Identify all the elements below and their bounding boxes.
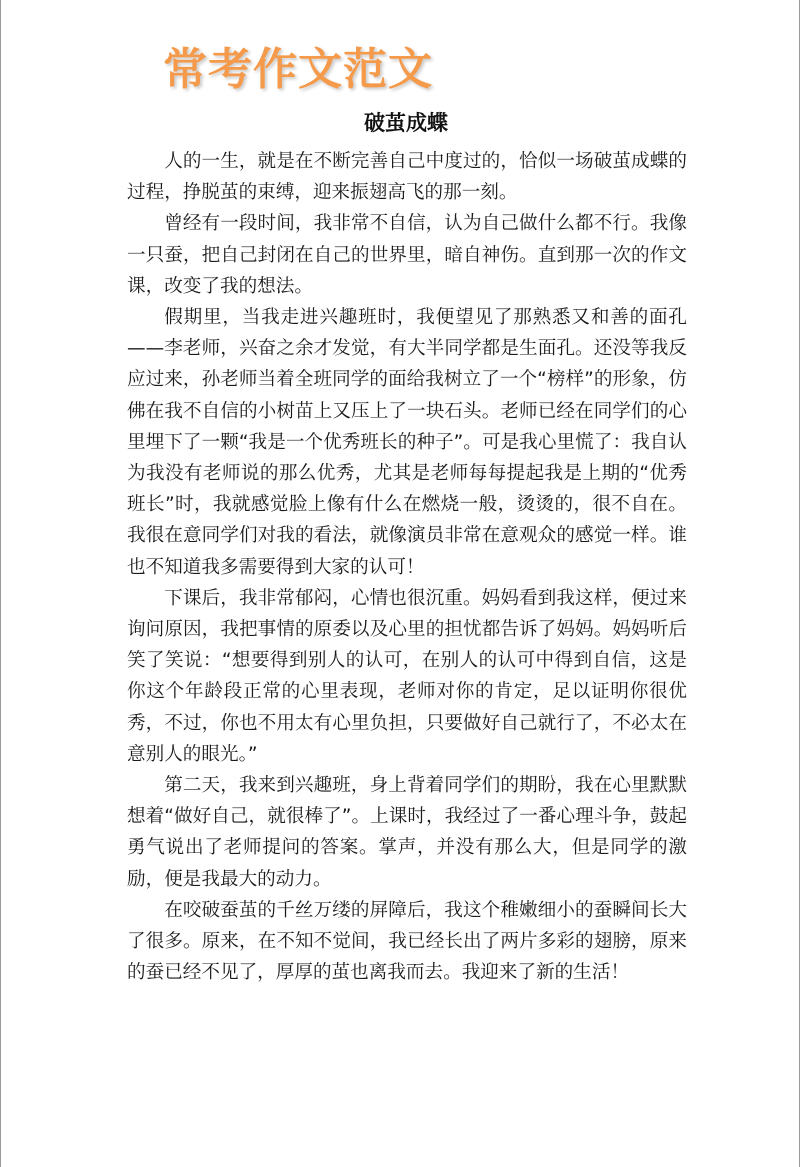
essay-paragraph: 曾经有一段时间，我非常不自信，认为自己做什么都不行。我像一只蚕，把自己封闭在自己的世界里，暗自神伤。直到那一次的作文课，改变了我的想法。 bbox=[127, 213, 687, 297]
essay-paragraph: 人的一生，就是在不断完善自己中度过的，恰似一场破茧成蝶的过程，挣脱茧的束缚，迎来振翅高飞的那一刻。 bbox=[127, 151, 687, 204]
essay-paragraph: 在咬破蚕茧的千丝万缕的屏障后，我这个稚嫩细小的蚕瞬间长大了很多。原来，在不知不觉间，我已经长出了两片多彩的翅膀，原来的蚕已经不见了，厚厚的茧也离我而去。我迎来了新的生活！ bbox=[127, 899, 687, 984]
essay-paragraph: 第二天，我来到兴趣班，身上背着同学们的期盼，我在心里默默想着“做好自己，就很棒了”。上课时，我经过了一番心理斗争，鼓起勇气说出了老师提问的答案。掌声，并没有那么大，但是同学的激励，便是我最大的动力。 bbox=[127, 775, 687, 890]
essay-paragraph: 下课后，我非常郁闷，心情也很沉重。妈妈看到我这样，便过来询问原因，我把事情的原委以及心里的担忧都告诉了妈妈。妈妈听后笑了笑说：“想要得到别人的认可，在别人的认可中得到自信，这是你这个年龄段正常的心里表现，老师对你的肯定，足以证明你很优秀，不过，你也不用太有心里负担，只要做好自己就行了，不必太在意别人的眼光。” bbox=[127, 587, 687, 765]
essay-body bbox=[127, 146, 687, 988]
essay-title: 破茧成蝶 bbox=[364, 111, 448, 135]
banner-title: 常考作文范文 bbox=[163, 44, 433, 95]
essay-paragraph: 假期里，当我走进兴趣班时，我便望见了那熟悉又和善的面孔——李老师，兴奋之余才发觉，有大半同学都是生面孔。还没等我反应过来，孙老师当着全班同学的面给我树立了一个“榜样”的形象，仿佛在我不自信的小树苗上又压上了一块石头。老师已经在同学们的心里埋下了一颗“我是一个优秀班长的种子”。可是我心里慌了：我自认为我没有老师说的那么优秀，尤其是老师每每提起我是上期的“优秀班长”时，我就感觉脸上像有什么在燃烧一般，烫烫的，很不自在。我很在意同学们对我的看法，就像演员非常在意观众的感觉一样。谁也不知道我多需要得到大家的认可！ bbox=[127, 307, 687, 578]
